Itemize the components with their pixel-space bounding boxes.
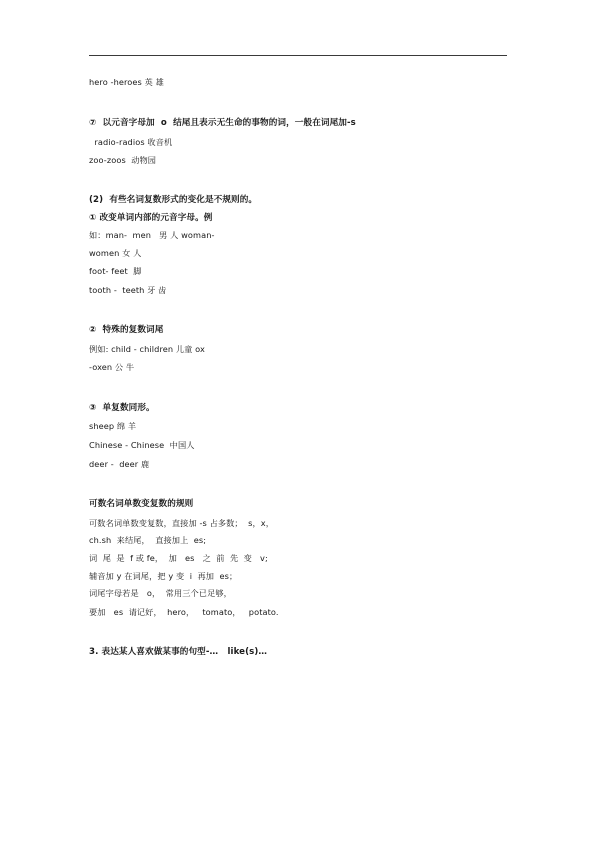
text-line: 要加 es 请记好， hero， tomato， potato.: [89, 607, 279, 617]
header-rule: [89, 55, 507, 56]
text-line: foot- feet 脚: [89, 266, 142, 276]
text-line: -oxen 公 牛: [89, 362, 135, 372]
text-line: Chinese - Chinese 中国人: [89, 440, 195, 450]
rules-heading: 可数名词单数变复数的规则: [89, 499, 194, 509]
text-line: 可数名词单数变复数，直接加 -s 占多数； s，x，: [89, 518, 275, 528]
text-line: 词 尾 是 f 或 fe， 加 es 之 前 先 变 v;: [89, 553, 268, 563]
text-line: deer - deer 鹿: [89, 459, 150, 469]
section-heading-2: (2) 有些名词复数形式的变化是不规则的。: [89, 195, 258, 205]
text-line: tooth - teeth 牙 齿: [89, 285, 167, 295]
text-line: 词尾字母若是 o， 常用三个已足够，: [89, 588, 232, 598]
rule-heading-2: ② 特殊的复数词尾: [89, 325, 164, 335]
section-heading-3: 3. 表达某人喜欢做某事的句型-… like(s)…: [89, 647, 268, 657]
text-line: sheep 绵 羊: [89, 421, 137, 431]
rule-heading-1: ① 改变单词内部的元音字母。例: [89, 213, 213, 223]
rule-heading-7: ⑦ 以元音字母加 o 结尾且表示无生命的事物的词，一般在词尾加-s: [89, 118, 356, 128]
rule-heading-3: ③ 单复数同形。: [89, 403, 155, 413]
text-line: zoo-zoos 动物园: [89, 155, 157, 165]
text-line: hero -heroes 英 雄: [89, 77, 164, 87]
text-line: 辅音加 y 在词尾，把 y 变 i 再加 es；: [89, 571, 238, 581]
text-line: ch.sh 来结尾， 直接加上 es;: [89, 535, 207, 545]
text-line: radio-radios 收音机: [89, 137, 173, 147]
text-line: 例如: child - children 儿童 ox: [89, 344, 205, 354]
text-line: women 女 人: [89, 248, 142, 258]
text-line: 如：man- men 男 人 woman-: [89, 230, 215, 240]
